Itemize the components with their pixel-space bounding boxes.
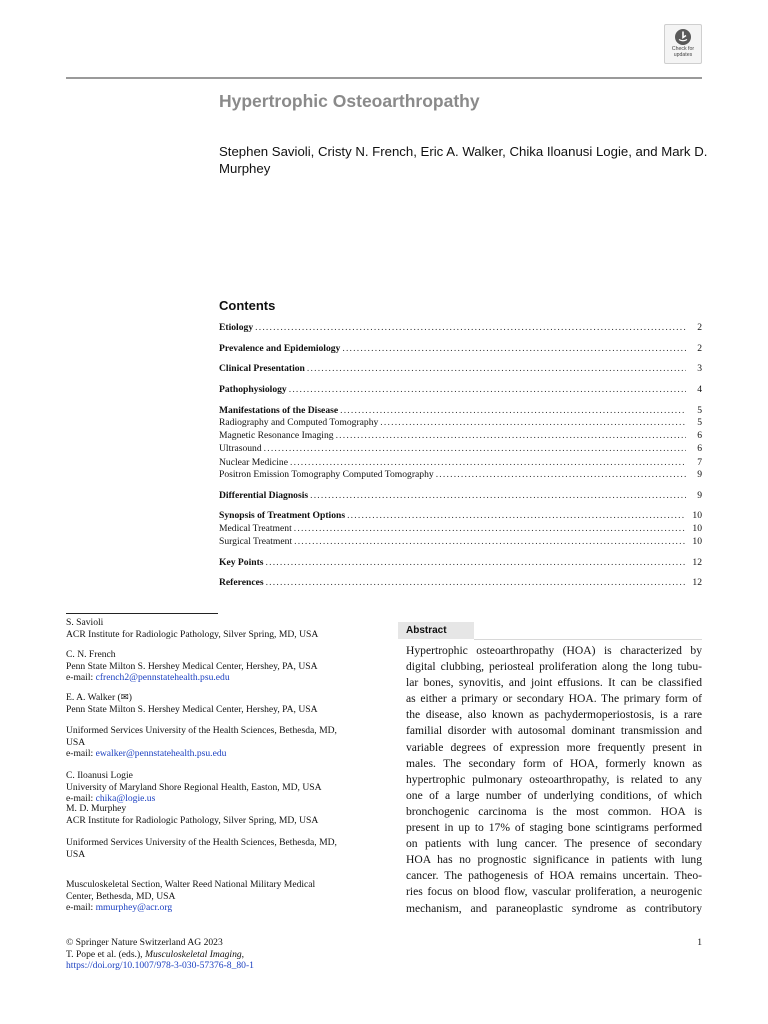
toc-leader-dots — [264, 443, 686, 454]
affiliation-block — [66, 837, 386, 860]
footer — [66, 937, 466, 972]
toc-entry[interactable] — [219, 577, 702, 588]
toc-entry[interactable] — [219, 322, 702, 333]
badge-text: Check for updates — [671, 46, 695, 58]
email-link[interactable]: cfrench2@pennstatehealth.psu.edu — [95, 672, 230, 683]
affiliation-first-line: C. N. French — [66, 649, 116, 660]
abstract-line: mechanism, and paraneoplastic syndrome as contributory — [406, 901, 702, 915]
affiliation-line: Penn State Milton S. Hershey Medical Center, Hershey, PA, USA — [66, 660, 318, 672]
toc-leader-dots — [294, 523, 686, 534]
affiliation-line: ACR Institute for Radiologic Pathology, Silver Spring, MD, USA — [66, 814, 319, 826]
toc-entry-label: Differential Diagnosis — [219, 490, 309, 501]
toc-entry-label: Medical Treatment — [219, 523, 292, 534]
affiliation-first-line: Uniformed Services University of the Health Sciences, Bethesda, MD, — [66, 725, 337, 736]
toc-entry[interactable] — [219, 430, 702, 441]
affiliation-first-line: M. D. Murphey — [66, 803, 127, 814]
email-link[interactable]: ewalker@pennstatehealth.psu.edu — [95, 748, 227, 759]
toc-entry-page: 5 — [697, 417, 702, 428]
toc-entry-label: Surgical Treatment — [219, 536, 293, 547]
abstract-line: the disease, also known as pachydermoperiostosis, is a rare — [406, 708, 702, 722]
toc-entry-page: 9 — [697, 490, 702, 501]
abstract-rule — [474, 639, 702, 640]
affiliations-rule — [66, 613, 218, 614]
abstract-line: males. The secondary form of HOA, formerly known as — [406, 756, 702, 770]
abstract-line: HOA has no prognostic significance in patients with lung — [406, 853, 702, 867]
toc-leader-dots — [347, 510, 686, 521]
affiliation-block — [66, 879, 386, 914]
abstract-line: digital clubbing, periosteal proliferation along the long tubu- — [406, 660, 702, 674]
email-prefix: e-mail: — [66, 902, 96, 913]
chapter-title: Hypertrophic Osteoarthropathy — [219, 91, 480, 111]
toc-entry-label: Manifestations of the Disease — [219, 405, 339, 416]
affiliation-block — [66, 617, 386, 640]
abstract-line: bronchogenic carcinoma is the most common. HOA is — [406, 804, 702, 818]
abstract-line: as either a primary or secondary HOA. The primary form of — [406, 692, 702, 706]
toc-entry[interactable] — [219, 510, 702, 521]
toc-leader-dots — [380, 417, 686, 428]
toc-entry-page: 2 — [697, 343, 702, 354]
toc-leader-dots — [307, 363, 686, 374]
toc-entry[interactable] — [219, 536, 702, 547]
affiliation-line: USA — [66, 736, 86, 748]
page-number: 1 — [697, 937, 702, 948]
toc-entry[interactable] — [219, 457, 702, 468]
toc-entry[interactable] — [219, 417, 702, 428]
copyright: © Springer Nature Switzerland AG 2023 — [66, 937, 223, 948]
abstract-line: Hypertrophic osteoarthropathy (HOA) is characterized by — [406, 644, 702, 657]
affiliation-first-line: C. Iloanusi Logie — [66, 770, 133, 781]
toc-entry-label: Nuclear Medicine — [219, 457, 288, 468]
toc-entry-label: Ultrasound — [219, 443, 262, 454]
toc-leader-dots — [266, 557, 686, 568]
toc-leader-dots — [289, 384, 686, 395]
toc-entry-label: Positron Emission Tomography Computed Tomography — [219, 469, 434, 480]
toc-entry-page: 12 — [692, 557, 702, 568]
citation: T. Pope et al. (eds.), Musculoskeletal Imaging, — [66, 948, 245, 960]
email-line — [66, 748, 386, 760]
toc-entry-label: Magnetic Resonance Imaging — [219, 430, 334, 441]
toc-entry-label: References — [219, 577, 264, 588]
toc-entry-page: 4 — [697, 384, 702, 395]
toc-entry[interactable] — [219, 363, 702, 374]
check-for-updates-icon — [674, 28, 692, 46]
abstract-line: one of a large number of underlying conditions, of which — [406, 788, 702, 802]
toc-leader-dots — [266, 577, 686, 588]
toc-entry-page: 10 — [692, 510, 702, 521]
toc-leader-dots — [436, 469, 686, 480]
abstract-line: present in up to 17% of staging bone scintigrams performed — [406, 821, 702, 835]
toc-entry-page: 9 — [697, 469, 702, 480]
affiliation-line: Penn State Milton S. Hershey Medical Center, Hershey, PA, USA — [66, 703, 318, 715]
toc-leader-dots — [342, 343, 686, 354]
abstract-line: lar bones, synovitis, and joint effusions. It can be classified — [406, 676, 702, 690]
affiliation-first-line: Musculoskeletal Section, Walter Reed National Military Medical — [66, 879, 316, 890]
toc-entry[interactable] — [219, 523, 702, 534]
toc-entry[interactable] — [219, 343, 702, 354]
email-prefix: e-mail: — [66, 748, 96, 759]
affiliation-first-line: E. A. Walker (✉) — [66, 692, 132, 703]
toc-entry-page: 7 — [697, 457, 702, 468]
abstract-label: Abstract — [406, 625, 447, 636]
email-line — [66, 672, 386, 684]
abstract-line: on patients with lung cancer. The presence of secondary — [406, 837, 702, 851]
affiliation-block — [66, 803, 386, 826]
affiliation-block — [66, 692, 386, 715]
toc-entry-page: 6 — [697, 430, 702, 441]
abstract-line: familial disorder with autosomal dominant transmission and — [406, 724, 702, 738]
toc-entry-page: 10 — [692, 536, 702, 547]
affiliation-block — [66, 649, 386, 684]
toc-entry-page: 10 — [692, 523, 702, 534]
affiliation-line: Center, Bethesda, MD, USA — [66, 890, 176, 902]
affiliation-block — [66, 725, 386, 760]
header-rule — [66, 77, 702, 79]
email-link[interactable]: mmurphey@acr.org — [95, 902, 173, 913]
abstract-line: ries focus on blood flow, vascular proliferation, a neurogenic — [406, 885, 702, 899]
affiliation-first-line: S. Savioli — [66, 617, 104, 628]
abstract-line: variable degrees of expression more frequently present in — [406, 740, 702, 754]
toc-leader-dots — [310, 490, 686, 501]
contents-heading: Contents — [219, 298, 276, 313]
affiliation-first-line: Uniformed Services University of the Health Sciences, Bethesda, MD, — [66, 837, 337, 848]
email-prefix: e-mail: — [66, 672, 96, 683]
toc-entry-label: Clinical Presentation — [219, 363, 305, 374]
email-link[interactable]: chika@logie.us — [95, 793, 156, 804]
abstract-line: hypertrophic pulmonary osteoarthropathy, is related to any — [406, 772, 702, 786]
affiliation-line: USA — [66, 848, 86, 860]
toc-leader-dots — [255, 322, 686, 333]
toc-leader-dots — [294, 536, 686, 547]
toc-entry-label: Prevalence and Epidemiology — [219, 343, 341, 354]
toc-entry-page: 3 — [697, 363, 702, 374]
affiliation-block — [66, 770, 386, 805]
affiliation-line: ACR Institute for Radiologic Pathology, Silver Spring, MD, USA — [66, 628, 319, 640]
affiliation-line: University of Maryland Shore Regional Health, Easton, MD, USA — [66, 781, 322, 793]
toc-leader-dots — [336, 430, 686, 441]
toc-entry[interactable] — [219, 557, 702, 568]
toc-entry-label: Radiography and Computed Tomography — [219, 417, 379, 428]
toc-entry-page: 2 — [697, 322, 702, 333]
abstract-line: cancer. The pathogenesis of HOA remains uncertain. Theo- — [406, 869, 702, 883]
toc-entry[interactable] — [219, 490, 702, 501]
toc-entry-label: Etiology — [219, 322, 254, 333]
toc-entry[interactable] — [219, 443, 702, 454]
email-line — [66, 902, 386, 914]
toc-leader-dots — [290, 457, 686, 468]
toc-entry[interactable] — [219, 384, 702, 395]
toc-entry-label: Synopsis of Treatment Options — [219, 510, 346, 521]
toc-entry[interactable] — [219, 405, 702, 416]
author-list: Stephen Savioli, Cristy N. French, Eric A. Walker, Chika Iloanusi Logie, and Mark D. Murphey — [219, 144, 708, 176]
toc-entry-label: Pathophysiology — [219, 384, 287, 395]
email-prefix: e-mail: — [66, 793, 96, 804]
toc-entry-page: 12 — [692, 577, 702, 588]
toc-leader-dots — [340, 405, 686, 416]
toc-entry-label: Key Points — [219, 557, 264, 568]
check-for-updates-badge[interactable] — [664, 24, 702, 64]
abstract-body — [406, 643, 702, 917]
toc-entry[interactable] — [219, 469, 702, 480]
doi-link[interactable]: https://doi.org/10.1007/978-3-030-57376-8_80-1 — [66, 960, 254, 971]
toc-entry-page: 6 — [697, 443, 702, 454]
toc-entry-page: 5 — [697, 405, 702, 416]
